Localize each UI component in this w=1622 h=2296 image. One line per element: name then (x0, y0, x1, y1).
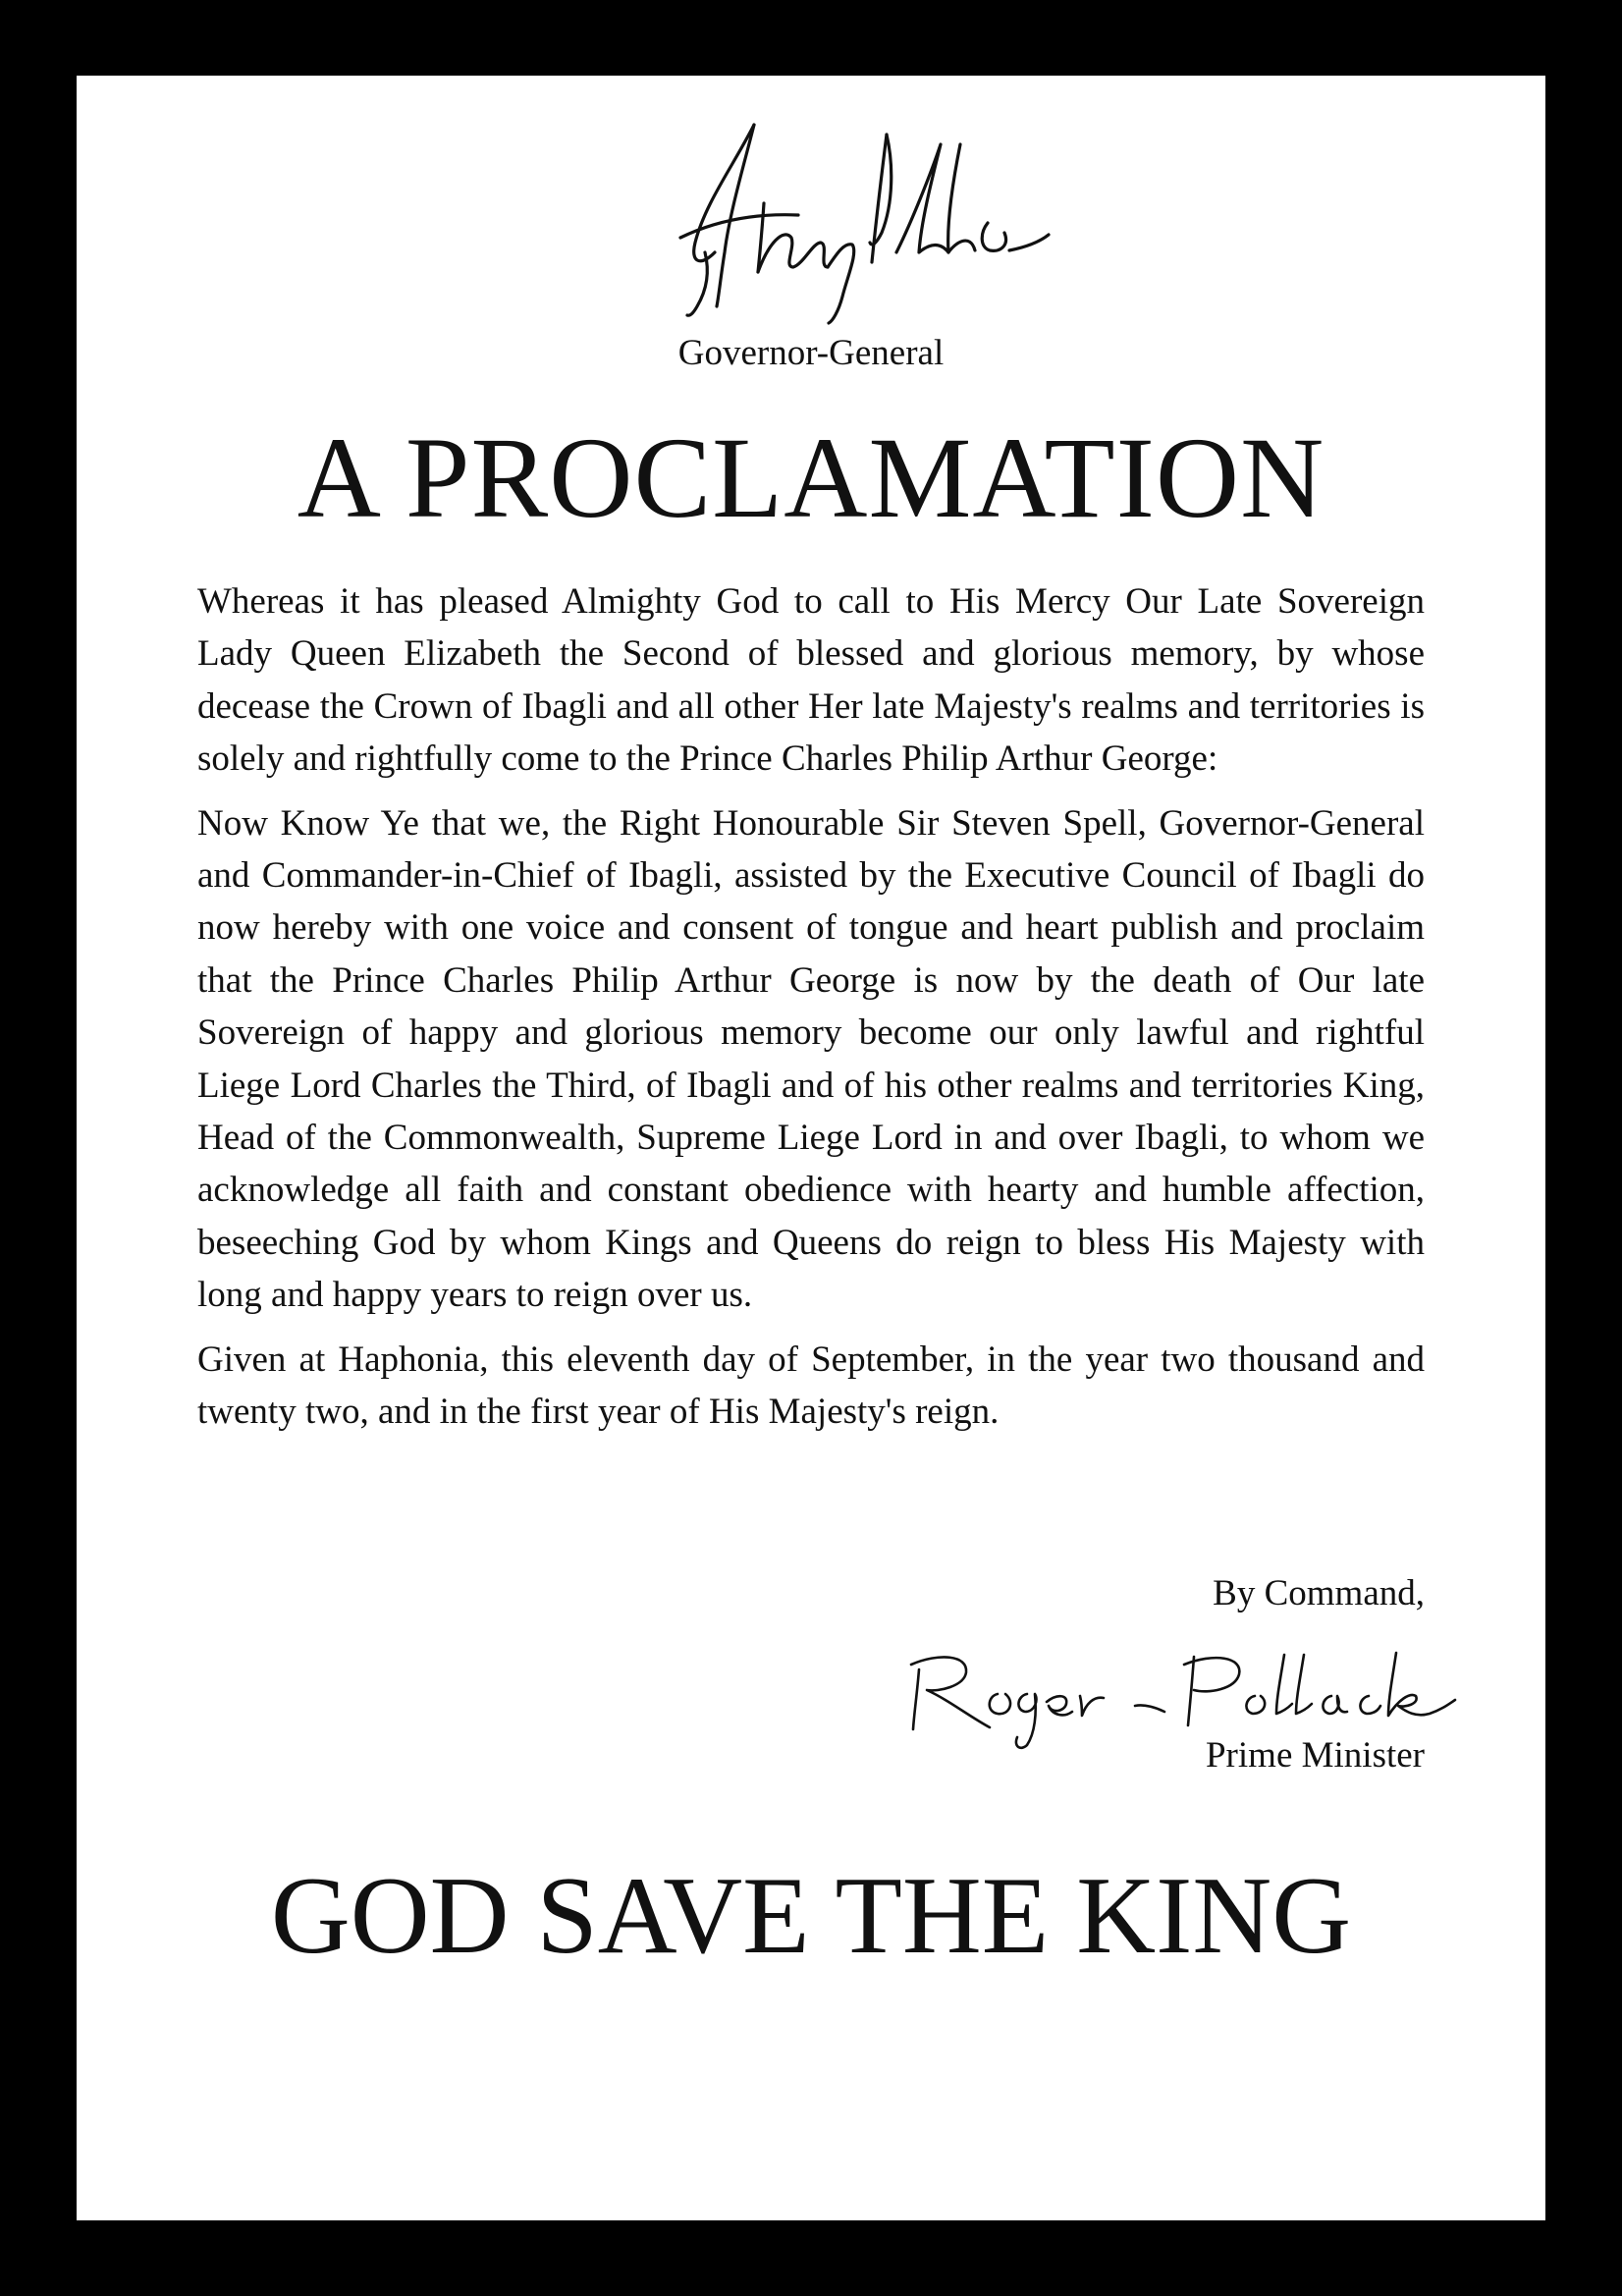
proclamation-body (197, 575, 1425, 1450)
paragraph-given-at: Given at Haphonia, this eleventh day of September, in the year two thousand and twenty two, and in the first year of His Majesty's reign. (197, 1339, 1425, 1433)
proclamation-page (77, 76, 1545, 2220)
prime-minister-title: Prime Minister (1205, 1735, 1425, 1776)
by-command-line: By Command, (1213, 1573, 1425, 1613)
governor-general-title: Governor-General (677, 333, 945, 373)
governor-general-signature (636, 105, 1068, 341)
paragraph-now-know-ye: Now Know Ye that we, the Right Honourable Sir Steven Spell, Governor-General and Commander-in-Chief of Ibagli, assisted by the Executive Council of Ibagli do now hereby with one voice and consent of tongue and heart publish and proclaim that the Prince Charles Philip Arthur George is now by the death of Our late Sovereign of happy and glorious memory become our only lawful and rightful Liege Lord Charles the Third, of Ibagli and of his other realms and territories King, Head of the Commonwealth, Supreme Liege Lord in and over Ibagli, to whom we acknowledge all faith and constant obedience with hearty and humble affection, beseeching God by whom Kings and Queens do reign to bless His Majesty with long and happy years to reign over us. (197, 802, 1425, 1316)
paragraph-whereas: Whereas it has pleased Almighty God to call to His Mercy Our Late Sovereign Lady Queen Elizabeth the Second of blessed and glorious memory, by whose decease the Crown of Ibagli and all other Her late Majesty's realms and territories is solely and rightfully come to the Prince Charles Philip Arthur George: (197, 581, 1425, 780)
closing-line: GOD SAVE THE KING (270, 1855, 1352, 1977)
proclamation-heading: A PROCLAMATION (297, 413, 1325, 542)
